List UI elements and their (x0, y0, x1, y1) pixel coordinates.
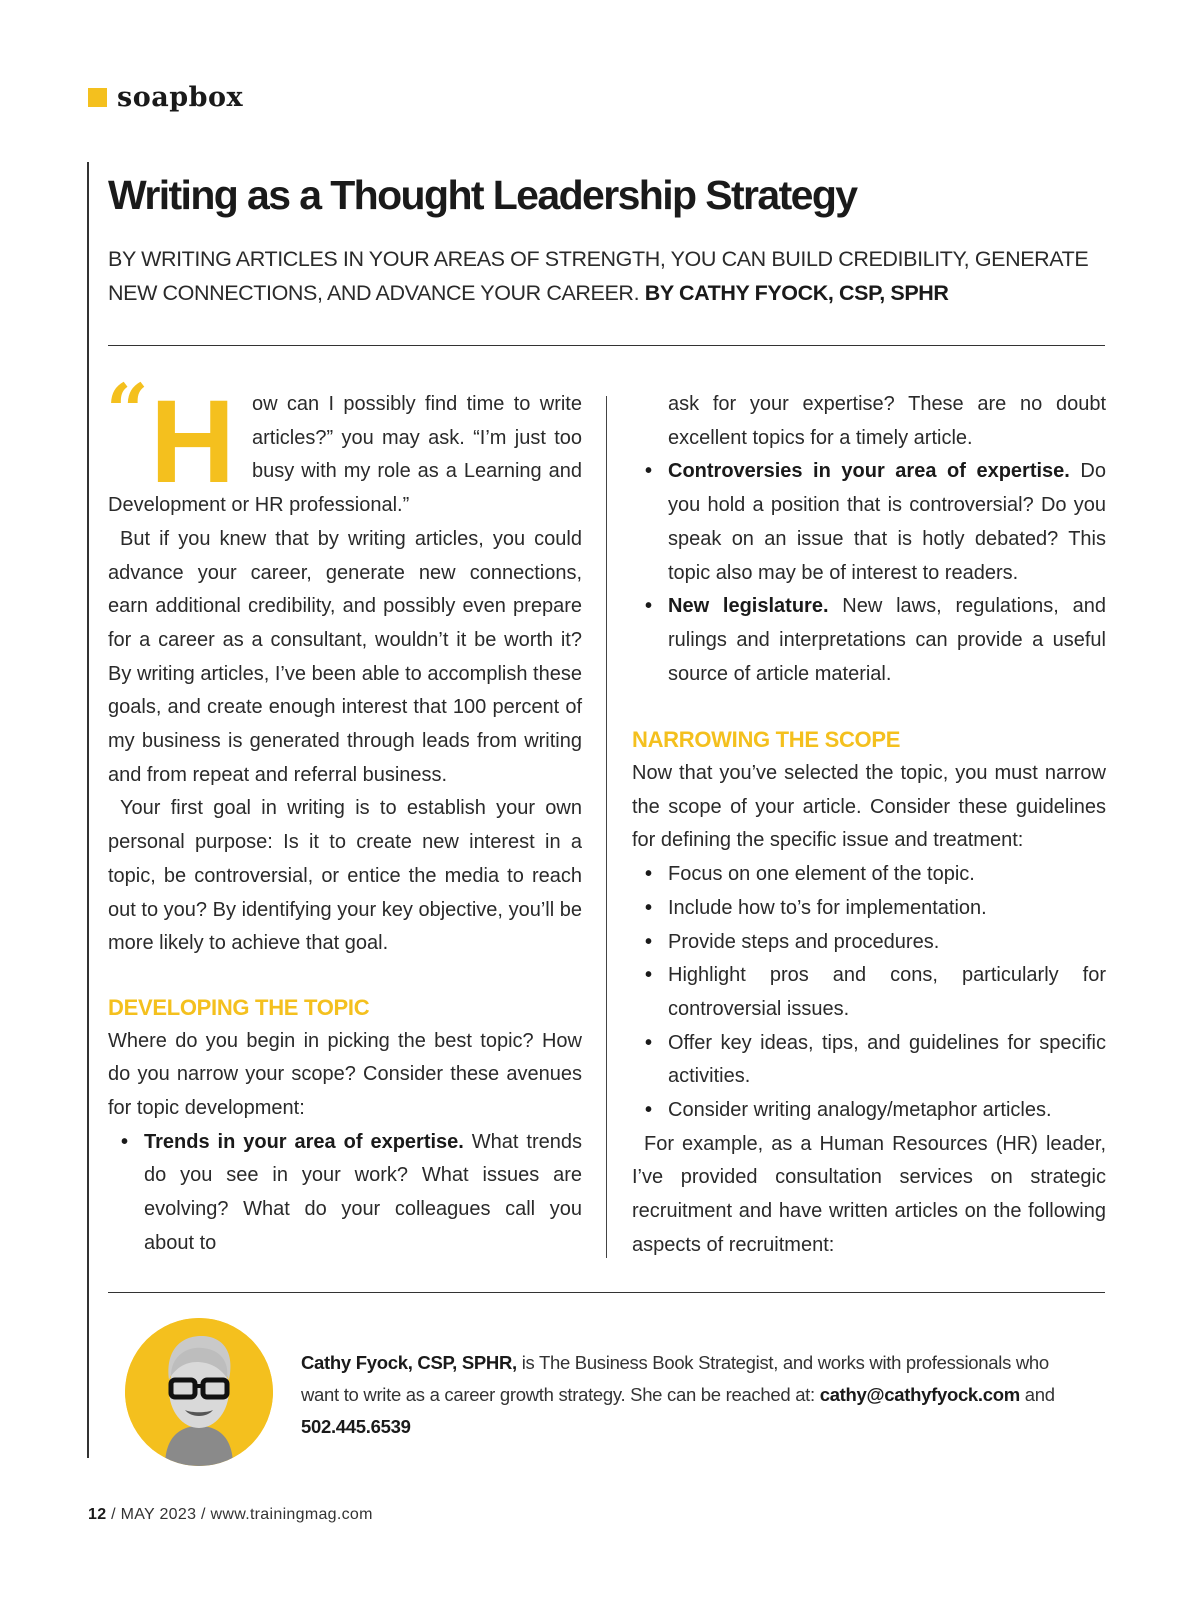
list-item: • Consider writing analogy/metaphor articles. (632, 1094, 1106, 1128)
subhead-narrowing-scope: NARROWING THE SCOPE (632, 727, 901, 753)
bullet-lead: Trends in your area of expertise. (144, 1130, 464, 1153)
bio-phone: 502.445.6539 (301, 1416, 411, 1437)
list-item: • Highlight pros and cons, particularly for controversial issues. (632, 959, 1106, 1026)
page-footer (88, 1506, 373, 1524)
bullet-text: New laws, regulations, and rulings and interpretations can provide a useful source of article material. (668, 595, 1106, 685)
bio-email-link[interactable]: cathy@cathyfyock.com (819, 1384, 1020, 1405)
paragraph-example: For example, as a Human Resources (HR) leader, I’ve provided consultation services on strategic recruitment and have written articles on the following aspects of recruitment: (632, 1132, 1106, 1256)
bullet-text: Do you hold a position that is controversial? Do you speak on an issue that is hotly debated? This topic also may be of interest to readers. (668, 460, 1106, 584)
paragraph-narrowing: Now that you’ve selected the topic, you must narrow the scope of your article. Consider these guidelines for defining the specific issue and treatment: (632, 762, 1106, 852)
footer-info: / MAY 2023 / www.trainingmag.com (106, 1506, 373, 1523)
list-item: • Offer key ideas, tips, and guidelines for specific activities. (632, 1027, 1106, 1094)
author-bio (125, 1318, 1105, 1468)
article-deck (108, 242, 1128, 310)
section-label: soapbox (117, 82, 244, 113)
intro-paragraph: ow can I possibly find time to write articles?” you may ask. “I’m just too busy with my role as a Learning and Development or HR professional.” (108, 393, 582, 517)
column-separator (606, 396, 607, 1258)
page-number: 12 (88, 1506, 107, 1523)
paragraph-purpose: Your first goal in writing is to establish your own personal purpose: Is it to create new interest in a topic, be controversial, or entice the media to reach out to you? By identifying your key objective, you’ll be more likely to achieve that goal. (108, 797, 582, 955)
list-item: • Focus on one element of the topic. (632, 858, 1106, 892)
bio-description: is The Business Book Strategist, and works with professionals who want to write as a career growth strategy. She can be reached at: (301, 1352, 1049, 1405)
bullet-lead: Controversies in your area of expertise. (668, 460, 1070, 483)
subhead-developing-topic: DEVELOPING THE TOPIC (108, 994, 370, 1020)
left-margin-rule (87, 162, 89, 1458)
bio-connector: and (1019, 1384, 1055, 1405)
list-item: • Provide steps and procedures. (632, 926, 1106, 960)
byline: BY CATHY FYOCK, CSP, SPHR (644, 281, 949, 305)
guidelines-list (632, 858, 1106, 1128)
topic-avenues-list-continued (632, 455, 1106, 691)
right-column (632, 388, 1106, 1263)
deck-text: BY WRITING ARTICLES IN YOUR AREAS OF STRENGTH, YOU CAN BUILD CREDIBILITY, GENERATE NEW CONNECTIONS, AND ADVANCE YOUR CAREER. (108, 247, 1089, 305)
bullet-lead: New legislature. (668, 595, 829, 618)
bullet-text: What trends do you see in your work? What issues are evolving? What do your colleagues call you about to (144, 1130, 582, 1254)
paragraph-benefits: But if you knew that by writing articles, you could advance your career, generate new connections, earn additional credibility, and possibly even prepare for a career as a consultant, wouldn’t it be worth it? By writing articles, I’ve been able to accomplish these goals, and create enough interest that 100 percent of my business is generated through leads from writing and from repeat and referral business. (108, 527, 582, 786)
bio-name: Cathy Fyock, CSP, SPHR, (301, 1352, 517, 1373)
article-title: Writing as a Thought Leadership Strategy (108, 172, 857, 218)
left-column (106, 369, 582, 1261)
tag-square-icon (88, 88, 107, 107)
drop-cap-block (106, 369, 244, 508)
quote-mark: “ (106, 369, 149, 455)
author-photo (125, 1318, 273, 1466)
section-tag (88, 82, 243, 113)
list-item (632, 455, 1106, 590)
drop-cap: H (150, 376, 236, 508)
list-item (108, 1126, 582, 1261)
list-item: • Include how to’s for implementation. (632, 892, 1106, 926)
top-divider (108, 345, 1105, 346)
topic-avenues-list (108, 1126, 582, 1261)
bullet-continuation: ask for your expertise? These are no doubt excellent topics for a timely article. (668, 393, 1106, 449)
bio-text (301, 1347, 1081, 1443)
paragraph-topic-development: Where do you begin in picking the best topic? How do you narrow your scope? Consider these avenues for topic development: (108, 1029, 582, 1120)
bottom-divider (108, 1292, 1105, 1293)
list-item (632, 590, 1106, 691)
